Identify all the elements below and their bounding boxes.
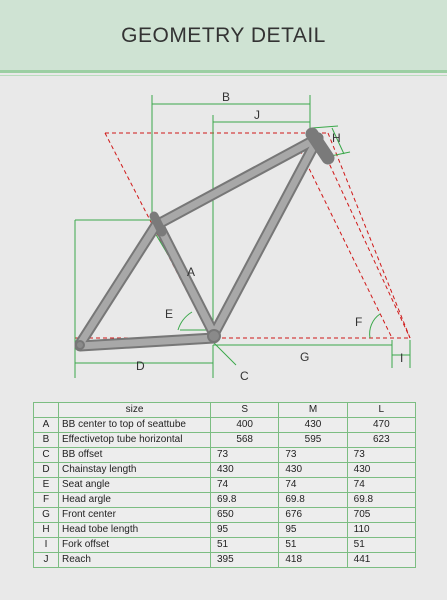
label-e: E — [165, 307, 174, 321]
table-row — [34, 433, 416, 448]
row-value-l: 430 — [347, 463, 415, 478]
row-name: Chainstay length — [59, 463, 211, 478]
row-name: Head tobe length — [59, 523, 211, 538]
row-key: H — [34, 523, 59, 538]
table-row — [34, 553, 416, 568]
table-row — [34, 493, 416, 508]
header-divider-thin — [0, 75, 447, 76]
row-key: D — [34, 463, 59, 478]
table-row — [34, 463, 416, 478]
table-row — [34, 448, 416, 463]
row-value-s: 51 — [211, 538, 279, 553]
row-name: Seat angle — [59, 478, 211, 493]
row-value-m: 69.8 — [279, 493, 347, 508]
row-name: Effectivetop tube horizontal — [59, 433, 211, 448]
red-fork-line — [300, 150, 392, 338]
table-row — [34, 538, 416, 553]
row-value-l: 74 — [347, 478, 415, 493]
row-key: G — [34, 508, 59, 523]
table-row — [34, 523, 416, 538]
table-row — [34, 508, 416, 523]
label-i: I — [400, 351, 404, 365]
table-row — [34, 478, 416, 493]
e-angle-arc — [178, 312, 192, 330]
row-value-l: 73 — [347, 448, 415, 463]
row-name: Reach — [59, 553, 211, 568]
label-g: G — [300, 350, 310, 364]
header-cell-m: M — [279, 403, 347, 418]
frame-geometry-diagram — [0, 80, 447, 400]
row-name: BB offset — [59, 448, 211, 463]
row-key: F — [34, 493, 59, 508]
red-head-line-2 — [328, 133, 410, 338]
row-value-l: 705 — [347, 508, 415, 523]
row-value-m: 418 — [279, 553, 347, 568]
row-key: E — [34, 478, 59, 493]
table-row — [34, 418, 416, 433]
label-a: A — [187, 265, 196, 279]
page-title: GEOMETRY DETAIL — [121, 24, 326, 47]
row-value-s: 73 — [211, 448, 279, 463]
bike-frame — [76, 134, 328, 349]
row-value-l: 470 — [347, 418, 415, 433]
row-value-l: 441 — [347, 553, 415, 568]
header-cell-s: S — [211, 403, 279, 418]
row-value-m: 95 — [279, 523, 347, 538]
row-name: BB center to top of seattube — [59, 418, 211, 433]
row-value-s: 74 — [211, 478, 279, 493]
row-key: B — [34, 433, 59, 448]
header-divider — [0, 70, 447, 73]
row-value-l: 51 — [347, 538, 415, 553]
header-cell-key — [34, 403, 59, 418]
row-value-s: 650 — [211, 508, 279, 523]
row-value-m: 74 — [279, 478, 347, 493]
header-cell-l: L — [347, 403, 415, 418]
row-value-s: 430 — [211, 463, 279, 478]
row-value-s: 568 — [211, 433, 279, 448]
table-header-row — [34, 403, 416, 418]
row-value-l: 623 — [347, 433, 415, 448]
bottom-bracket — [208, 330, 220, 342]
row-value-l: 69.8 — [347, 493, 415, 508]
f-angle-arc — [370, 314, 380, 338]
row-name: Head argle — [59, 493, 211, 508]
row-name: Front center — [59, 508, 211, 523]
row-value-m: 595 — [279, 433, 347, 448]
row-value-s: 395 — [211, 553, 279, 568]
row-name: Fork offset — [59, 538, 211, 553]
row-key: A — [34, 418, 59, 433]
row-value-m: 51 — [279, 538, 347, 553]
green-dimension-lines — [75, 95, 410, 378]
row-key: C — [34, 448, 59, 463]
row-key: J — [34, 553, 59, 568]
chain-stay — [80, 338, 214, 346]
label-j: J — [254, 108, 260, 122]
red-dimension-lines — [75, 133, 410, 342]
row-value-m: 676 — [279, 508, 347, 523]
rear-dropout — [76, 341, 84, 349]
h-ext-1 — [312, 126, 338, 128]
header-banner — [0, 0, 447, 70]
label-h: H — [332, 131, 341, 145]
label-b: B — [222, 90, 231, 104]
row-value-m: 430 — [279, 418, 347, 433]
row-value-m: 73 — [279, 448, 347, 463]
geometry-table — [33, 402, 416, 568]
geometry-table-body — [34, 403, 416, 568]
row-value-s: 400 — [211, 418, 279, 433]
header-cell-size: size — [59, 403, 211, 418]
row-key: I — [34, 538, 59, 553]
label-f: F — [355, 315, 363, 329]
label-d: D — [136, 359, 145, 373]
row-value-l: 110 — [347, 523, 415, 538]
row-value-s: 69.8 — [211, 493, 279, 508]
seat-stay — [80, 222, 158, 344]
row-value-m: 430 — [279, 463, 347, 478]
label-c: C — [240, 369, 249, 383]
row-value-s: 95 — [211, 523, 279, 538]
